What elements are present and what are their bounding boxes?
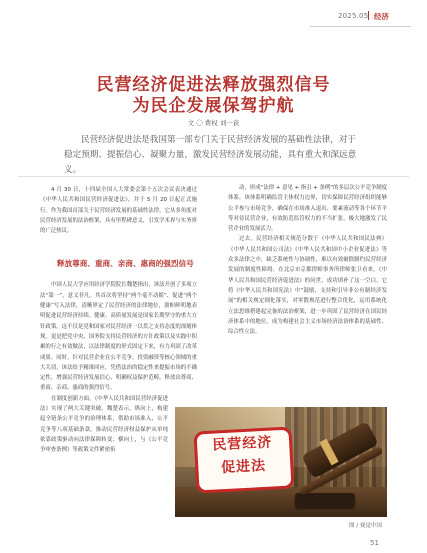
paragraph: 4 月 30 日，十四届全国人大常委会第十五次会议表决通过《中华人民共和国民营经济促进法》，并于 5 月 20 日起正式施行。作为我国首部关于民营经济发展的基础性法律，它从多角度对民营经济发展的法治框架，具有里程碑意义，引发学术界与实务界的广泛热议。 — [40, 187, 197, 235]
paragraph: 动，形成“法律 + 意见 + 指引 + 条例”的多层次公平竞争制度体系。该体系明确监管主体权力边界，切实保障民营经济组织能够公平参与市场竞争，确保在市场准入退出、要素流动等各个环节平等对待民营企业，有效防范监管权力的不当扩张，极大地激发了民营企业的发展活力。 — [228, 185, 388, 233]
article-photo — [175, 407, 387, 517]
issue-date: 2025.05 — [338, 12, 369, 20]
sign-line-1: 民营经济 — [211, 434, 273, 454]
header-rule — [310, 26, 411, 27]
summary-separator — [18, 176, 409, 177]
section-subhead: 释放尊商、重商、亲商、惠商的强烈信号 — [57, 259, 194, 268]
right-column — [228, 183, 387, 337]
section-label: 经济 — [374, 12, 389, 21]
article-title-line-2: 为民企发展保驾护航 — [132, 96, 295, 116]
gavel-block — [295, 493, 355, 507]
article-summary: 民营经济促进法是我国第一部专门关于民营经济发展的基础性法律，对于稳定预期、提振信心、凝聚力量，激发民营经济发展动能，具有重大和深远意义。 — [64, 135, 357, 175]
photo-sign-text — [200, 431, 286, 481]
left-column — [40, 185, 197, 456]
page-number: 51 — [370, 539, 379, 547]
byline: 文 〇 费权 刘一荻 — [187, 119, 240, 127]
header-divider — [368, 11, 369, 20]
photo-credit: 图 / 视觉中国 — [349, 523, 382, 529]
paragraph: 中国人民大学应用经济学院院长魏楚指出，该法开创了多项立法“第一”，意义非凡。其首次将坚持“两个毫不动摇”、促进“两个健康”写入法律，清晰界定了民营经济的法律地位，旗帜鲜明地表明促进民营经济持续、健康、高质量发展是国家长期坚守的重大方针政策。这不仅是党和国家对民营经济一以贯之支持态度的深刻体现，更是把党中央、国务院支持民营经济的方针政策以及实践中积累的行之有效做法，以法律制度的形式固定下来，有力巩固了改革成果。同时，针对民营企业在公平竞争、投资融资等核心领域的重大关切，该法给予精准回应，凭借法治的稳定性来提振市场的不确定性，增强民营经济发展信心、明确权益保护范畴，释放出尊商、重商、亲商、惠商的强烈信号。 — [40, 282, 197, 392]
article-title-line-1: 民营经济促进法释放强烈信号 — [96, 75, 331, 95]
paragraph: 过去，民营经济相关规范分散于《中华人民共和国民法典》《中华人民共和国公司法》《中华人民共和国中小企业促进法》等众多法律之中，缺乏系统性与协调性，难以有效破除制约民营经济发展的制度性障碍。在北京市京都律师事务所律师张卫看来，《中华人民共和国民营经济促进法》的问世，成功填补了这一空白。它将《中华人民共和国宪法》中“鼓励、支持和引导非公有制经济发展”的相关规定细化落实，对零散规范进行整合优化，运用系统化立法思维搭建起完备的法治框架，进一步巩固了民营经济在国民经济体系中的地位，成为构建社会主义市场经济法治体系的基础性、综合性立法。 — [228, 236, 387, 336]
sign-line-2: 促进法 — [220, 457, 267, 477]
paragraph: 在制度创新方面，《中华人民共和国民营经济促进法》实现了两大关键突破。魏楚表示，纵向上，构建起全链条公平竞争的治理体系，借助市场准入、公平竞争等八项基础条款，推动民营经济权益保护从单纯依靠政策驱动向法律保障转变；横向上，与《公平竞争审查条例》等政策文件紧密衔 — [40, 395, 168, 454]
